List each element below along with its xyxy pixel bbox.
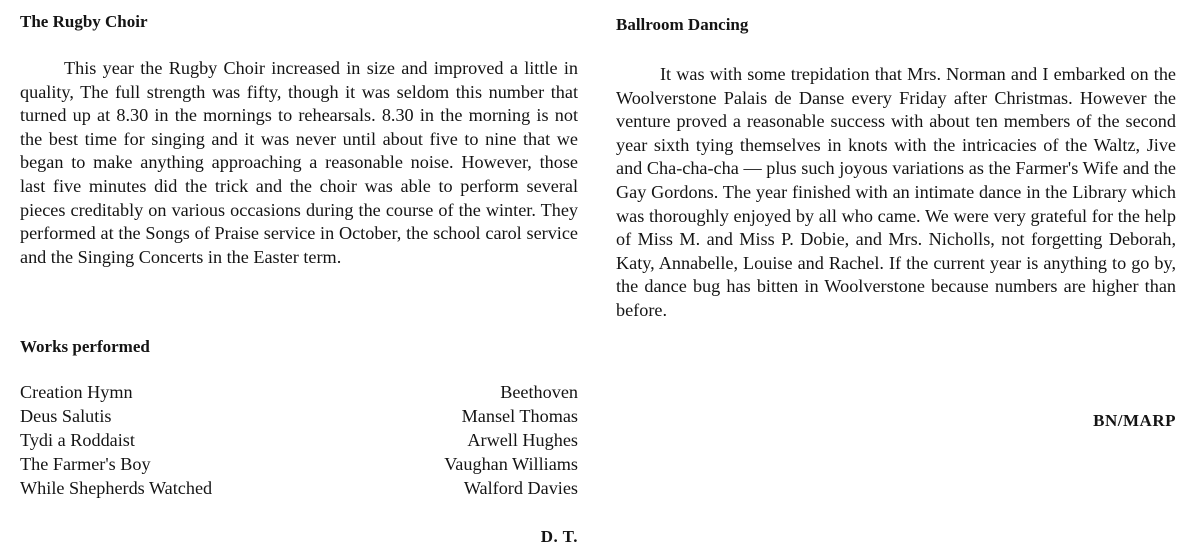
work-row	[20, 404, 578, 428]
work-composer: Mansel Thomas	[461, 406, 578, 426]
work-title: While Shepherds Watched	[20, 478, 213, 498]
ballroom-dancing-body: It was with some trepidation that Mrs. Norman and I embarked on the Woolverstone Palais de Danse every Friday after Christmas. However the venture proved a reasonable success with about ten members of the second year sixth tying themselves in knots with the intricacies of the Waltz, Jive and Cha-cha-cha — plus such joyous variations as the Farmer's Wife and the Gay Gordons. The year finished with an intimate dance in the Library which was thoroughly enjoyed by all who came. We were very grateful for the help of Miss M. and Miss P. Dobie, and Mrs. Nicholls, not forgetting Deborah, Katy, Annabelle, Louise and Rachel. If the current year is anything to go by, the dance bug has bitten in Woolverstone because numbers are higher than before.	[616, 64, 1176, 320]
work-composer: Arwell Hughes	[467, 430, 578, 450]
work-composer: Walford Davies	[463, 478, 578, 498]
rugby-choir-body: This year the Rugby Choir increased in size and improved a little in quality, The full strength was fifty, though it was seldom this number that turned up at 8.30 in the mornings to rehearsals. 8.30 in the morning is not the best time for singing and it was never until about five to nine that we began to make anything approaching a reasonable noise. However, those last five minutes did the trick and the choir was able to perform several pieces creditably on various occasions during the course of the winter. They performed at the Songs of Praise service in October, the school carol service and the Singing Concerts in the Easter term.	[20, 58, 578, 267]
rugby-choir-heading: The Rugby Choir	[20, 12, 148, 31]
work-title: Creation Hymn	[20, 382, 133, 402]
ballroom-dancing-signature: BN/MARP	[1093, 411, 1176, 430]
works-performed-heading: Works performed	[20, 337, 150, 356]
rugby-choir-signature: D. T.	[540, 527, 578, 546]
work-row	[20, 380, 578, 404]
work-row	[20, 476, 578, 500]
work-row	[20, 428, 578, 452]
ballroom-dancing-heading: Ballroom Dancing	[616, 15, 749, 34]
work-title: Tydi a Roddaist	[20, 430, 135, 450]
work-composer: Vaughan Williams	[444, 454, 578, 474]
works-performed-list	[20, 380, 578, 500]
work-composer: Beethoven	[500, 382, 578, 402]
work-title: The Farmer's Boy	[20, 454, 151, 474]
work-row	[20, 452, 578, 476]
work-title: Deus Salutis	[20, 406, 112, 426]
